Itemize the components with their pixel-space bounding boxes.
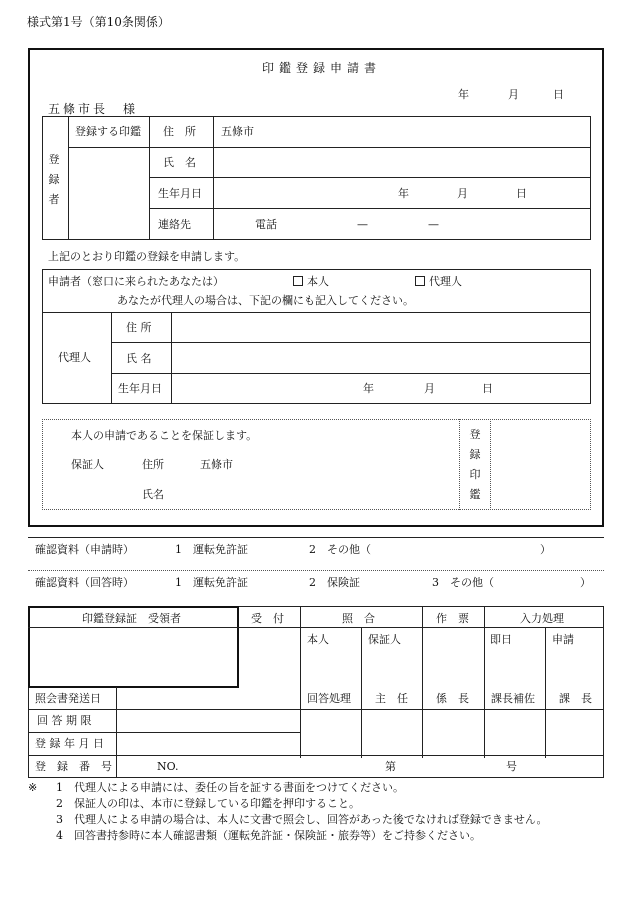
guarantor-address-value: 五條市: [200, 458, 233, 471]
seal-card-receiver-label: 印鑑登録証 受領者: [82, 612, 181, 625]
registrant-dob-month: 月: [457, 187, 468, 200]
verification-reply-opt3: 3 その他（: [432, 576, 494, 589]
input-sameday-label: 即日: [490, 633, 512, 646]
note-item: 3 代理人による申請の場合は、本人に文書で照会し、回答があった後でなければ登録できません。: [56, 813, 548, 826]
subchief-label: 係 長: [436, 692, 469, 705]
guarantor-seal-label: 登録印鑑: [469, 428, 481, 501]
registrant-section-label: 登録者: [48, 153, 60, 206]
registration-dai-label: 第: [385, 760, 396, 773]
registration-go-label: 号: [506, 760, 517, 773]
agent-dob-label: 生年月日: [118, 382, 162, 395]
registrant-name-field[interactable]: [214, 148, 590, 177]
input-processing-label: 入力処理: [520, 612, 564, 625]
form-title: 印鑑登録申請書: [262, 61, 382, 75]
reply-processing-label: 回答処理: [307, 692, 351, 705]
input-apply-label: 申請: [552, 633, 574, 646]
form-number: 様式第1号（第10条関係）: [27, 15, 170, 29]
registrant-dob-year: 年: [398, 187, 409, 200]
chief-label: 主 任: [375, 692, 408, 705]
registrant-name-label: 氏 名: [163, 156, 196, 169]
verification-apply-opt1: 1 運転免許証: [175, 543, 248, 556]
verification-reply-label: 確認資料（回答時）: [35, 576, 134, 589]
registrant-address-value: 五條市: [221, 125, 254, 138]
registrant-phone-label: 電話: [255, 218, 277, 231]
note-item: 2 保証人の印は、本市に登録している印鑑を押印すること。: [56, 797, 360, 810]
assistant-manager-label: 課長補佐: [491, 692, 535, 705]
note-item: 4 回答書持参時に本人確認書類（運転免許証・保険証・旅券等）をご持参ください。: [56, 829, 481, 842]
applicant-note: あなたが代理人の場合は、下記の欄にも記入してください。: [117, 294, 414, 307]
date-year-label: 年: [458, 88, 469, 101]
verification-reply-opt2: 2 保険証: [309, 576, 360, 589]
verification-reply-close: ）: [580, 576, 591, 589]
agent-address-field[interactable]: [172, 313, 590, 342]
guarantor-statement: 本人の申請であることを保証します。: [71, 429, 258, 442]
ticket-label: 作 票: [436, 612, 469, 625]
registrant-dob-label: 生年月日: [158, 187, 202, 200]
apply-statement: 上記のとおり印鑑の登録を申請します。: [48, 250, 246, 263]
registration-date-label: 登 録 年 月 日: [35, 737, 104, 750]
registration-number-label: 登 録 番 号: [35, 760, 112, 773]
registration-no-label: NO.: [157, 760, 179, 773]
self-checkbox[interactable]: [293, 276, 303, 286]
inquiry-label: 照 合: [342, 612, 375, 625]
guarantor-name-label: 氏名: [142, 488, 164, 501]
note-item: 1 代理人による申請には、委任の旨を証する書面をつけてください。: [56, 781, 404, 794]
guarantor-seal-box[interactable]: [491, 420, 590, 509]
phone-separator-1: —: [357, 218, 368, 231]
reply-deadline-label: 回 答 期 限: [37, 714, 92, 727]
agent-section-label: 代理人: [58, 351, 91, 364]
verification-apply-opt2: 2 その他（: [309, 543, 371, 556]
verification-apply-close: ）: [540, 543, 551, 556]
inquiry-self-label: 本人: [307, 633, 329, 646]
registrant-dob-day: 日: [516, 187, 527, 200]
guarantor-address-label: 住所: [142, 458, 164, 471]
agent-checkbox[interactable]: [415, 276, 425, 286]
registrant-address-label: 住 所: [163, 125, 196, 138]
applicant-option-agent[interactable]: 代理人: [415, 276, 462, 287]
applicant-option-self[interactable]: 本人: [293, 276, 329, 287]
agent-name-label: 氏 名: [126, 352, 152, 365]
agent-address-label: 住 所: [126, 321, 152, 334]
seal-to-register-box[interactable]: [69, 148, 149, 239]
agent-dob-month: 月: [424, 382, 435, 395]
inquiry-guarantor-label: 保証人: [368, 633, 401, 646]
registrant-contact-label: 連絡先: [158, 218, 191, 231]
notes-mark: ※: [28, 781, 38, 794]
verification-apply-label: 確認資料（申請時）: [35, 543, 134, 556]
agent-name-field[interactable]: [172, 343, 590, 373]
date-day-label: 日: [553, 88, 564, 101]
applicant-label: 申請者（窓口に来られたあなたは）: [48, 275, 224, 288]
addressee: 五條市長 様: [48, 102, 139, 116]
guarantor-label: 保証人: [71, 458, 104, 471]
reception-label: 受 付: [251, 612, 284, 625]
agent-dob-year: 年: [363, 382, 374, 395]
registrant-address-field[interactable]: [214, 117, 590, 147]
agent-dob-day: 日: [482, 382, 493, 395]
seal-to-register-label: 登録する印鑑: [75, 125, 141, 138]
manager-label: 課 長: [559, 692, 592, 705]
verification-reply-opt1: 1 運転免許証: [175, 576, 248, 589]
phone-separator-2: —: [428, 218, 439, 231]
date-month-label: 月: [508, 88, 519, 101]
inquiry-send-date-label: 照会書発送日: [35, 692, 101, 705]
